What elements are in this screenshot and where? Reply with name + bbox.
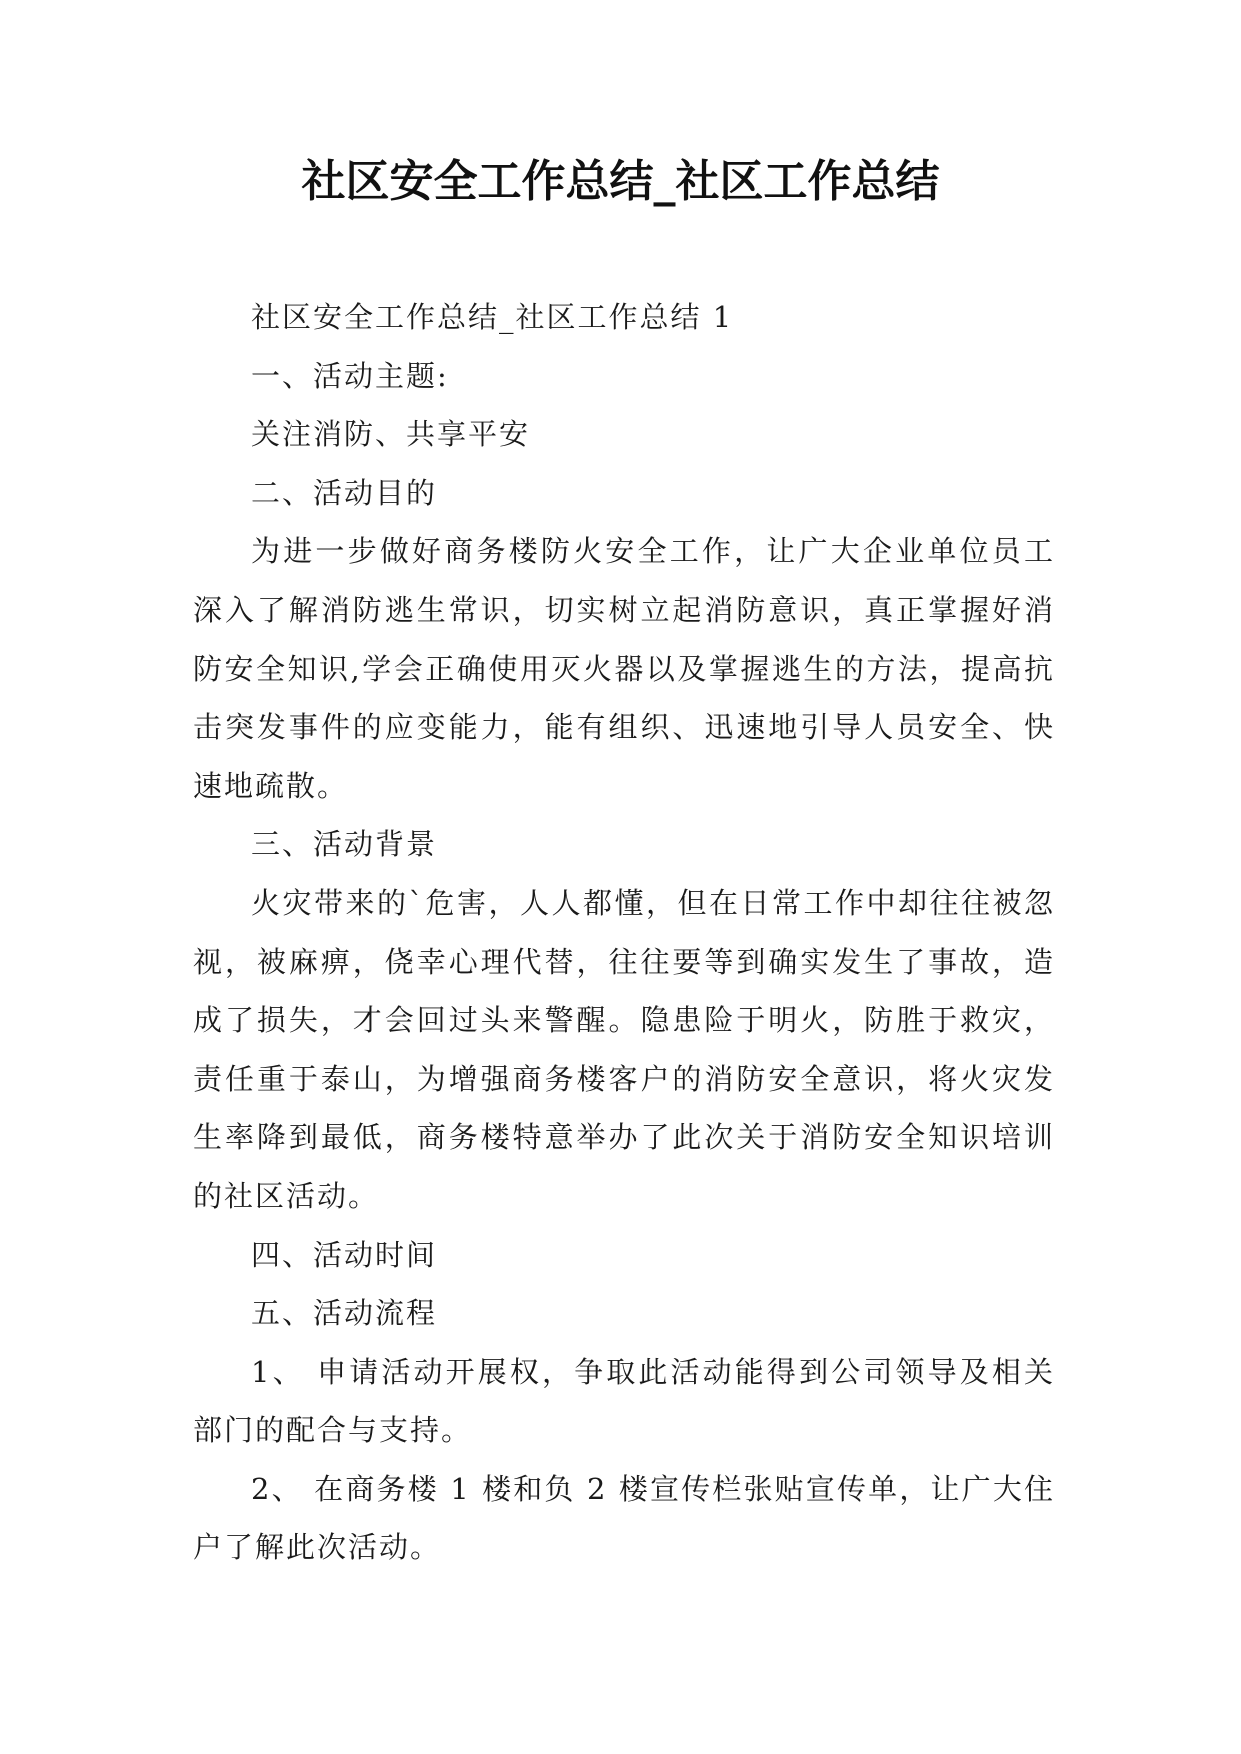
heading-activity-process: 五、活动流程 bbox=[251, 1296, 438, 1331]
heading-activity-time: 四、活动时间 bbox=[251, 1237, 438, 1272]
heading-activity-theme: 一、活动主题: bbox=[251, 358, 449, 393]
document-body bbox=[193, 288, 1055, 1577]
heading-activity-purpose: 二、活动目的 bbox=[251, 475, 438, 510]
paragraph-step-2: 2、 在商务楼 1 楼和负 2 楼宣传栏张贴宣传单，让广大住户了解此次活动。 bbox=[193, 1471, 1055, 1565]
paragraph-theme: 关注消防、共享平安 bbox=[251, 417, 531, 452]
paragraph-purpose: 为进一步做好商务楼防火安全工作，让广大企业单位员工深入了解消防逃生常识，切实树立起消防意识，真正掌握好消防安全知识,学会正确使用灭火器以及掌握逃生的方法，提高抗击突发事件的应变能力，能有组织、迅速地引导人员安全、快速地疏散。 bbox=[193, 534, 1055, 803]
paragraph-background: 火灾带来的`危害，人人都懂，但在日常工作中却往往被忽视，被麻痹，侥幸心理代替，往往要等到确实发生了事故，造成了损失，才会回过头来警醒。隐患险于明火，防胜于救灾，责任重于泰山，为增强商务楼客户的消防安全意识，将火灾发生率降到最低，商务楼特意举办了此次关于消防安全知识培训的社区活动。 bbox=[193, 885, 1055, 1213]
section-subtitle: 社区安全工作总结_社区工作总结 1 bbox=[251, 300, 734, 334]
heading-activity-background: 三、活动背景 bbox=[251, 827, 438, 862]
document-title: 社区安全工作总结_社区工作总结 bbox=[301, 156, 940, 207]
paragraph-step-1: 1、 申请活动开展权，争取此活动能得到公司领导及相关部门的配合与支持。 bbox=[193, 1354, 1055, 1448]
